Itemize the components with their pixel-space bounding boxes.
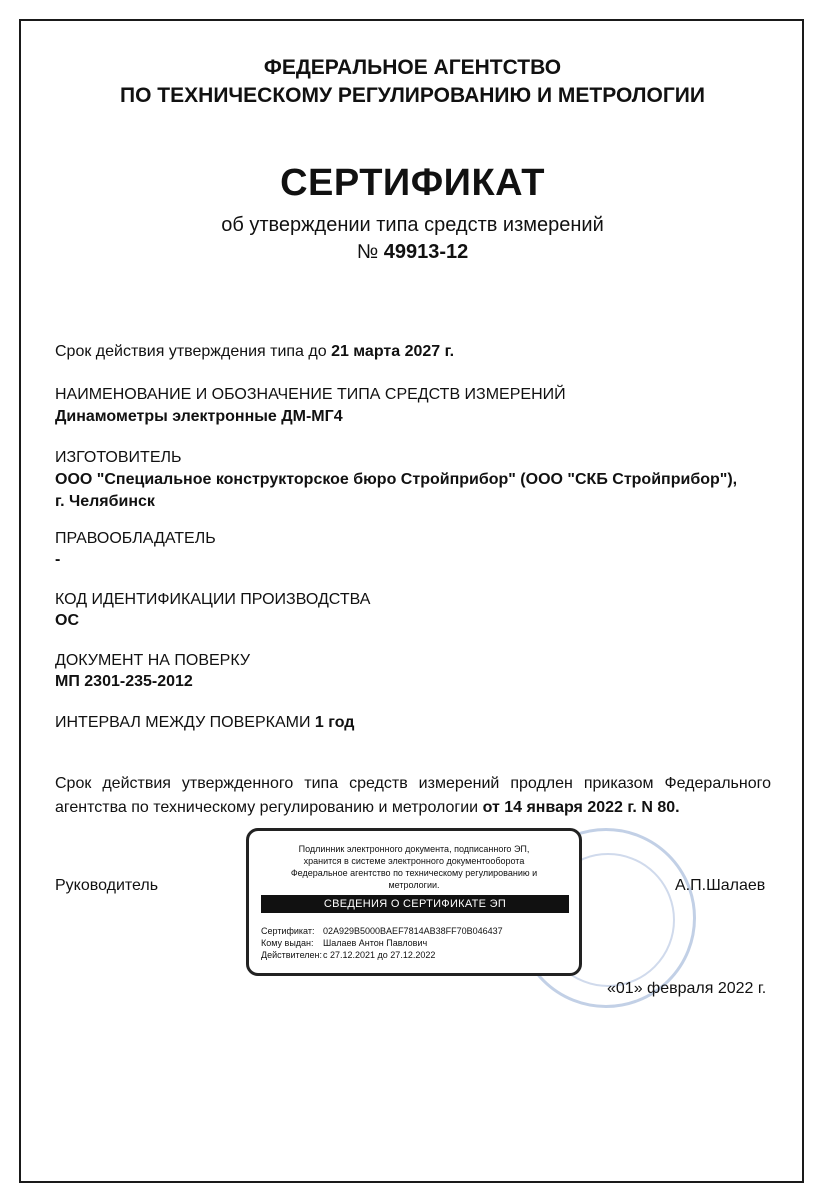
manufacturer-city: г. Челябинск (55, 493, 155, 510)
agency-name-line1: ФЕДЕРАЛЬНОЕ АГЕНТСТВО (263, 56, 562, 79)
es-notice (249, 843, 579, 891)
certificate-number-value: 49913-12 (383, 241, 469, 263)
es-issued-row (261, 938, 427, 948)
es-valid-value: с 27.12.2021 до 27.12.2022 (323, 950, 436, 960)
verification-doc-value: МП 2301-235-2012 (55, 673, 193, 690)
interval-line (55, 714, 354, 732)
extension-paragraph (55, 772, 771, 820)
manufacturer-name: ООО "Специальное конструкторское бюро Стройприбор" (ООО "СКБ Стройприбор"), (55, 471, 738, 488)
es-notice-line3: Федеральное агентство по техническому регулированию и (290, 868, 538, 878)
instrument-name: Динамометры электронные ДМ-МГ4 (55, 408, 343, 425)
extension-order: от 14 января 2022 г. N 80. (482, 799, 680, 816)
verification-doc-heading: ДОКУМЕНТ НА ПОВЕРКУ (55, 652, 251, 669)
rightholder-value: - (55, 551, 61, 568)
electronic-signature-box (246, 828, 582, 976)
issue-date: «01» февраля 2022 г. (607, 980, 767, 997)
certificate-number (0, 241, 825, 264)
es-certificate-row (261, 926, 503, 936)
es-notice-line1: Подлинник электронного документа, подписанного ЭП, (298, 844, 530, 854)
manufacturer-heading: ИЗГОТОВИТЕЛЬ (55, 449, 182, 466)
es-cert-label: Сертификат: (261, 926, 315, 936)
production-code-value: ОС (55, 612, 79, 629)
es-cert-value: 02A929B5000BAEF7814AB38FF70B046437 (323, 926, 503, 936)
interval-label: ИНТЕРВАЛ МЕЖДУ ПОВЕРКАМИ (55, 714, 315, 731)
name-heading: НАИМЕНОВАНИЕ И ОБОЗНАЧЕНИЕ ТИПА СРЕДСТВ ИЗМЕРЕНИЙ (55, 386, 566, 403)
es-notice-line4: метрологии. (388, 880, 440, 890)
signatory-name: А.П.Шалаев (675, 877, 766, 894)
signatory-role: Руководитель (55, 877, 159, 894)
es-valid-label: Действителен: (261, 950, 323, 960)
extension-text-line1: Срок действия утвержденного типа средств измерений продлен приказом Федерального (55, 775, 771, 792)
agency-name-line2: ПО ТЕХНИЧЕСКОМУ РЕГУЛИРОВАНИЮ И МЕТРОЛОГИИ (120, 84, 705, 107)
validity-line (55, 343, 454, 361)
extension-text-line2: агентства по техническому регулированию и метрологии (55, 799, 483, 816)
es-issued-value: Шалаев Антон Павлович (323, 938, 428, 948)
certificate-number-prefix: № (356, 241, 384, 263)
interval-value: 1 год (314, 714, 355, 731)
es-valid-row (261, 950, 435, 960)
certificate-title: СЕРТИФИКАТ (280, 162, 545, 204)
certificate-subtitle: об утверждении типа средств измерений (221, 214, 604, 236)
rightholder-heading: ПРАВООБЛАДАТЕЛЬ (55, 530, 216, 547)
validity-date: 21 марта 2027 г. (331, 343, 455, 360)
validity-label: Срок действия утверждения типа до (55, 343, 332, 360)
es-issued-label: Кому выдан: (261, 938, 314, 948)
es-notice-line2: хранится в системе электронного документооборота (303, 856, 525, 866)
es-banner: СВЕДЕНИЯ О СЕРТИФИКАТЕ ЭП (261, 895, 569, 913)
production-code-heading: КОД ИДЕНТИФИКАЦИИ ПРОИЗВОДСТВА (55, 591, 371, 608)
